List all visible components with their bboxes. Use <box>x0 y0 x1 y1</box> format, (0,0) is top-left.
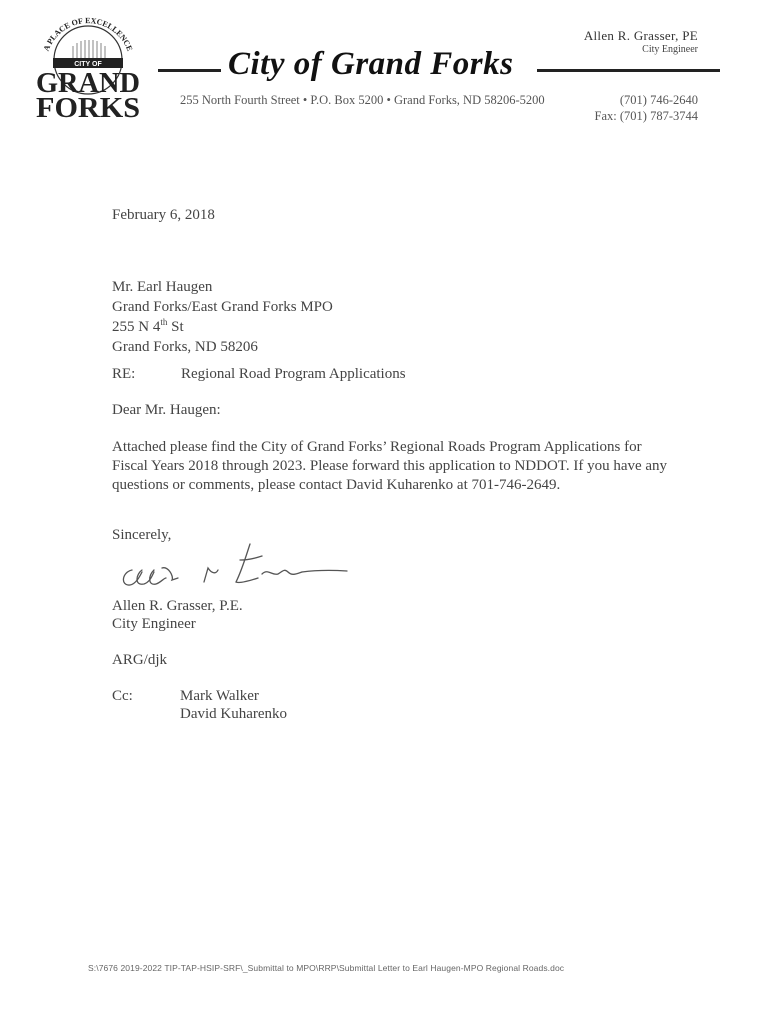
body-line-3: questions or comments, please contact David Kuharenko at 701-746-2649. <box>112 477 561 493</box>
sender-name: Allen R. Grasser, PE <box>583 28 698 43</box>
cc-label: Cc: <box>112 688 133 704</box>
letterhead-address: 255 North Fourth Street • P.O. Box 5200 • Grand Forks, ND 58206-5200 <box>180 93 545 107</box>
letterhead-title: City of Grand Forks <box>228 46 514 82</box>
letter-date: February 6, 2018 <box>112 207 215 223</box>
recipient-city: Grand Forks, ND 58206 <box>112 339 258 355</box>
svg-text:A PLACE OF EXCELLENCE <box>42 16 135 52</box>
initials: ARG/djk <box>112 652 168 668</box>
title-rule-right <box>537 69 720 72</box>
recipient-name: Mr. Earl Haugen <box>112 279 213 295</box>
recipient-org: Grand Forks/East Grand Forks MPO <box>112 299 333 315</box>
cc-name-2: David Kuharenko <box>180 706 288 722</box>
city-logo <box>33 16 143 126</box>
sender-phone: (701) 746-2640 <box>619 93 698 107</box>
signer-title: City Engineer <box>112 616 196 632</box>
closing: Sincerely, <box>112 527 172 543</box>
sender-fax: Fax: (701) 787-3744 <box>594 109 698 123</box>
logo-word-grand: GRAND <box>36 67 140 99</box>
sender-title: City Engineer <box>642 44 698 55</box>
re-label: RE: <box>112 366 136 382</box>
recipient-street: 255 N 4th St <box>112 317 184 335</box>
footer-file-path: S:\7676 2019-2022 TIP-TAP-HSIP-SRF\_Submittal to MPO\RRP\Submittal Letter to Earl Haugen-MPO Regional Roads.doc <box>88 963 565 973</box>
handwritten-signature <box>112 530 352 598</box>
body-line-1: Attached please find the City of Grand Forks’ Regional Roads Program Applications for <box>112 439 642 455</box>
logo-arc-text: A PLACE OF EXCELLENCE <box>41 16 135 53</box>
cc-name-1: Mark Walker <box>180 688 259 704</box>
logo-word-forks: FORKS <box>36 92 140 124</box>
signer-name: Allen R. Grasser, P.E. <box>112 598 243 614</box>
title-rule-left <box>158 69 221 72</box>
logo-banner-text: CITY OF <box>74 61 102 68</box>
re-subject: Regional Road Program Applications <box>181 366 406 382</box>
salutation: Dear Mr. Haugen: <box>112 402 221 418</box>
body-line-2: Fiscal Years 2018 through 2023. Please forward this application to NDDOT. If you have any <box>112 458 668 474</box>
